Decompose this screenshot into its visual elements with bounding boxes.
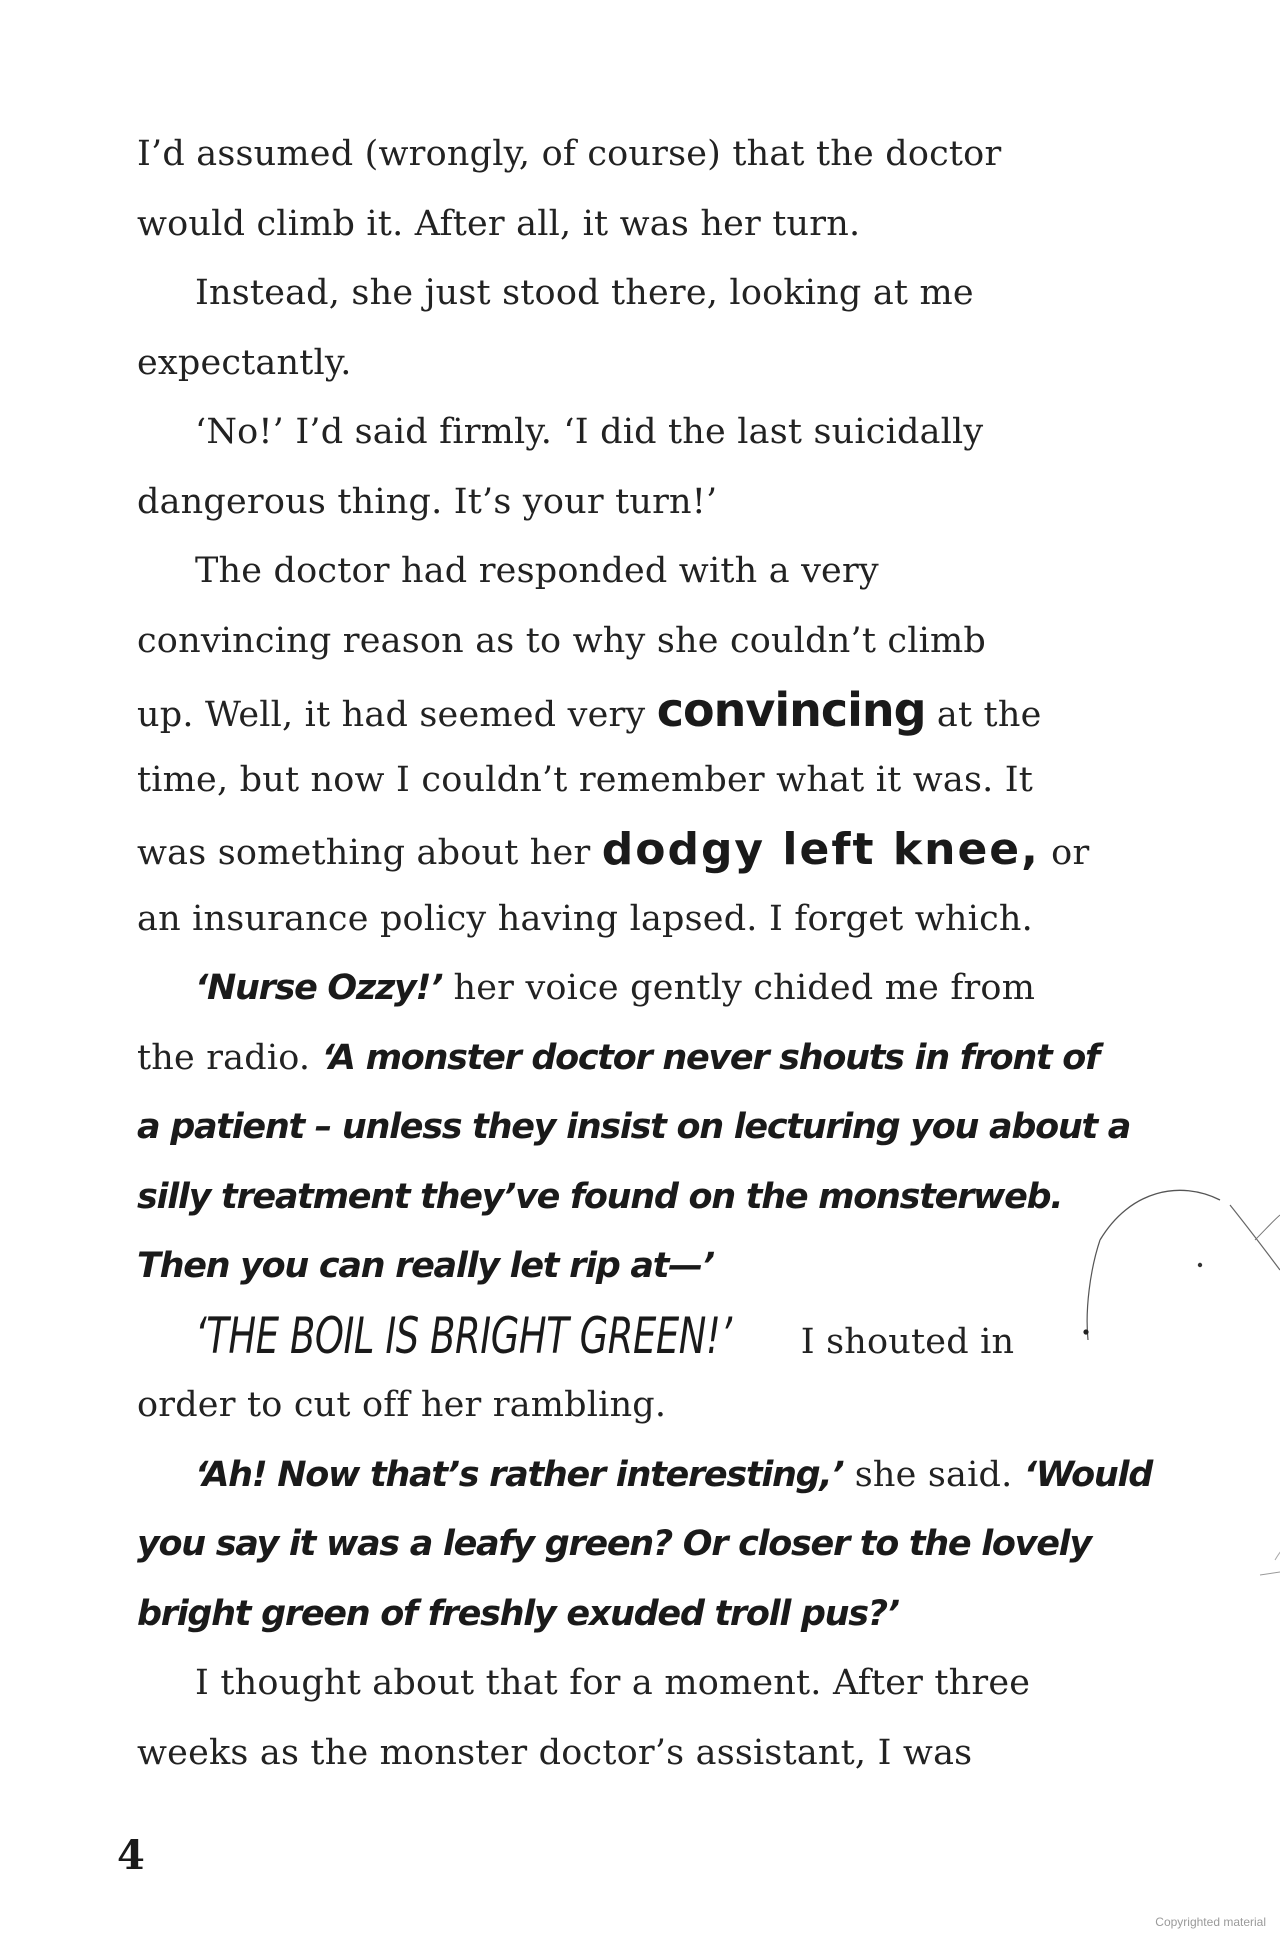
text-line bbox=[137, 120, 1137, 190]
text-segment: The doctor had responded with a very bbox=[195, 551, 879, 591]
page-number: 4 bbox=[117, 1832, 145, 1879]
text-segment: expectantly. bbox=[137, 342, 352, 383]
text-segment: ‘No!’ I’d said firmly. ‘I did the last suicidally bbox=[195, 412, 984, 452]
decorative-sketch-lines bbox=[1060, 1160, 1280, 1580]
text-line bbox=[137, 607, 1137, 677]
text-line bbox=[137, 537, 1137, 607]
text-line bbox=[137, 1649, 1137, 1719]
text-line bbox=[137, 1024, 1137, 1094]
text-segment: an insurance policy having lapsed. I forget which. bbox=[137, 898, 1033, 939]
text-segment: I’d assumed (wrongly, of course) that the doctor bbox=[137, 134, 1002, 174]
text-segment: was something about her bbox=[137, 833, 602, 873]
body-text bbox=[137, 120, 1152, 1788]
text-line bbox=[137, 1441, 1152, 1511]
copyright-watermark: Copyrighted material bbox=[1155, 1915, 1266, 1929]
text-line bbox=[137, 954, 1137, 1024]
text-segment: I thought about that for a moment. After three bbox=[195, 1663, 1031, 1703]
text-line bbox=[137, 1719, 1137, 1789]
text-segment: the radio. bbox=[137, 1037, 322, 1078]
dialog-text: bright green of freshly exuded troll pus?’ bbox=[137, 1593, 899, 1634]
dialog-text: ‘Ah! Now that’s rather interesting,’ bbox=[195, 1454, 844, 1495]
text-segment: time, but now I couldn’t remember what it was. It bbox=[137, 759, 1034, 800]
text-segment: order to cut off her rambling. bbox=[137, 1385, 667, 1425]
bold-word-text: convincing bbox=[656, 683, 926, 737]
dialog-text: silly treatment they’ve found on the monsterweb. bbox=[137, 1176, 1063, 1217]
text-segment: or bbox=[1039, 833, 1090, 873]
text-segment: weeks as the monster doctor’s assistant, I was bbox=[137, 1732, 973, 1773]
dialog-text: a patient – unless they insist on lecturing you about a bbox=[137, 1107, 1131, 1147]
text-line bbox=[137, 1093, 1137, 1163]
hand-text: dodgy left knee, bbox=[601, 824, 1040, 875]
text-line bbox=[137, 1371, 1137, 1441]
text-segment: Instead, she just stood there, looking at me bbox=[195, 273, 974, 313]
dialog-text: you say it was a leafy green? Or closer to the lovely bbox=[137, 1524, 1091, 1564]
dialog-text: ‘A monster doctor never shouts in front of bbox=[321, 1037, 1099, 1078]
text-line bbox=[137, 1163, 1137, 1233]
text-line bbox=[137, 746, 1137, 816]
text-segment: at the bbox=[925, 695, 1042, 735]
text-segment: her voice gently chided me from bbox=[442, 968, 1036, 1008]
text-line bbox=[137, 676, 1137, 746]
text-line bbox=[137, 815, 1137, 885]
text-line bbox=[137, 1510, 1137, 1580]
text-segment: would climb it. After all, it was her turn. bbox=[137, 203, 861, 244]
text-segment: I shouted in bbox=[789, 1321, 1015, 1362]
dialog-text: ‘Would bbox=[1023, 1454, 1152, 1495]
text-segment: dangerous thing. It’s your turn!’ bbox=[137, 481, 718, 522]
text-line bbox=[137, 468, 1137, 538]
text-segment: up. Well, it had seemed very bbox=[137, 695, 657, 735]
text-line bbox=[137, 398, 1137, 468]
text-line bbox=[137, 885, 1137, 955]
text-line bbox=[137, 329, 1137, 399]
text-segment: convincing reason as to why she couldn’t climb bbox=[137, 620, 987, 661]
dialog-text: ‘Nurse Ozzy!’ bbox=[195, 968, 443, 1008]
text-line bbox=[137, 259, 1137, 329]
shout-text: ‘THE BOIL IS BRIGHT GREEN!’ bbox=[195, 1306, 732, 1365]
dialog-text: Then you can really let rip at—’ bbox=[137, 1246, 714, 1286]
text-line bbox=[137, 190, 1137, 260]
text-segment: she said. bbox=[843, 1454, 1024, 1495]
text-line bbox=[137, 1580, 1137, 1650]
text-line bbox=[137, 1302, 1137, 1372]
text-line bbox=[137, 1232, 1137, 1302]
